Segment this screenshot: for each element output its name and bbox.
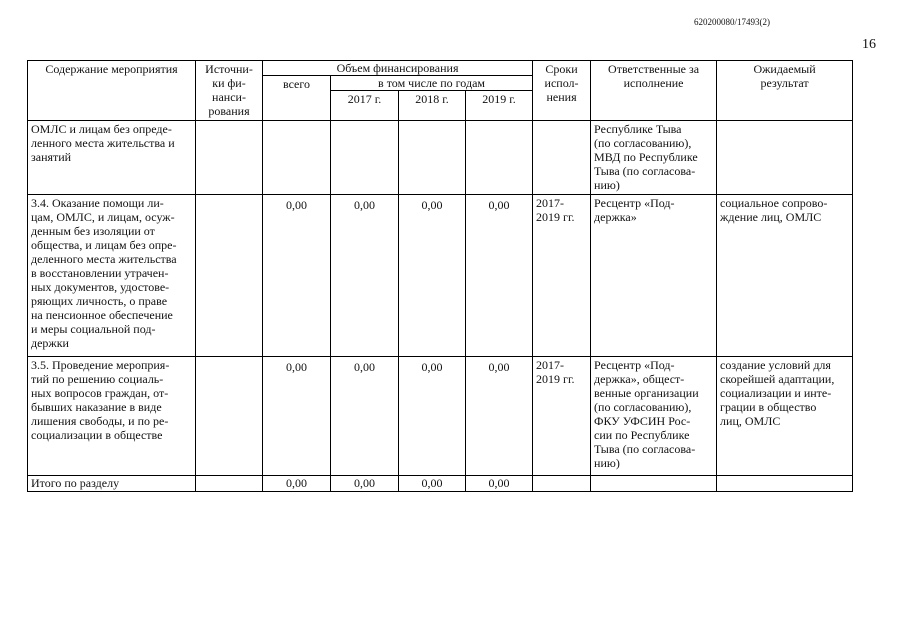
row-content: 3.4. Оказание помощи ли- цам, ОМЛС, и лицам, осуж- денным без изоляции от общества, и лицам без опре- деленного места жительства в восстановлении утрачен- ных документов, удостове- ряющих личность, о праве на пенсионное обеспечение и меры социальной под- держки	[28, 195, 196, 357]
row-2017: 0,00	[331, 195, 399, 357]
total-result	[717, 476, 853, 492]
row-result: социальное сопрово- ждение лиц, ОМЛС	[717, 195, 853, 357]
financing-table	[27, 60, 853, 492]
total-row	[28, 476, 853, 492]
row-2019: 0,00	[466, 357, 533, 476]
row-content: ОМЛС и лицам без опреде- ленного места жительства и занятий	[28, 121, 196, 195]
total-responsible	[591, 476, 717, 492]
row-source	[196, 195, 263, 357]
row-terms	[533, 121, 591, 195]
total-label: Итого по разделу	[28, 476, 196, 492]
row-responsible: Ресцентр «Под- держка», общест- венные организации (по согласованию), ФКУ УФСИН Рос- сии по Республике Тыва (по согласова- нию)	[591, 357, 717, 476]
header-result: Ожидаемый результат	[717, 61, 853, 121]
header-content: Содержание мероприятия	[28, 61, 196, 121]
header-financing: Объем финансирования	[263, 61, 533, 76]
total-2017: 0,00	[331, 476, 399, 492]
row-source	[196, 121, 263, 195]
header-total: всего	[263, 76, 331, 121]
header-by-years: в том числе по годам	[331, 76, 533, 91]
row-responsible: Республике Тыва (по согласованию), МВД по Республике Тыва (по согласова- нию)	[591, 121, 717, 195]
row-2019	[466, 121, 533, 195]
total-source	[196, 476, 263, 492]
row-total: 0,00	[263, 195, 331, 357]
table-row	[28, 357, 853, 476]
table-row	[28, 121, 853, 195]
total-2018: 0,00	[399, 476, 466, 492]
page-number: 16	[862, 37, 876, 52]
row-2019: 0,00	[466, 195, 533, 357]
row-2017: 0,00	[331, 357, 399, 476]
total-2019: 0,00	[466, 476, 533, 492]
header-responsible: Ответственные за исполнение	[591, 61, 717, 121]
row-terms: 2017- 2019 гг.	[533, 195, 591, 357]
header-year-2018: 2018 г.	[399, 91, 466, 121]
row-total: 0,00	[263, 357, 331, 476]
row-content: 3.5. Проведение мероприя- тий по решению социаль- ных вопросов граждан, от- бывших наказание в виде лишения свободы, и по ре- социализации в обществе	[28, 357, 196, 476]
table-row	[28, 195, 853, 357]
row-2018: 0,00	[399, 195, 466, 357]
row-source	[196, 357, 263, 476]
total-terms	[533, 476, 591, 492]
row-2018: 0,00	[399, 357, 466, 476]
document-id: 620200080/17493(2)	[694, 17, 770, 27]
header-year-2019: 2019 г.	[466, 91, 533, 121]
row-2017	[331, 121, 399, 195]
total-sum: 0,00	[263, 476, 331, 492]
header-year-2017: 2017 г.	[331, 91, 399, 121]
row-total	[263, 121, 331, 195]
row-result	[717, 121, 853, 195]
header-terms: Сроки испол- нения	[533, 61, 591, 121]
row-result: создание условий для скорейшей адаптации, социализации и инте- грации в общество лиц, ОМЛС	[717, 357, 853, 476]
header-row-1	[28, 61, 853, 76]
row-responsible: Ресцентр «Под- держка»	[591, 195, 717, 357]
row-2018	[399, 121, 466, 195]
row-terms: 2017- 2019 гг.	[533, 357, 591, 476]
header-sources: Источни- ки фи- нанси- рования	[196, 61, 263, 121]
